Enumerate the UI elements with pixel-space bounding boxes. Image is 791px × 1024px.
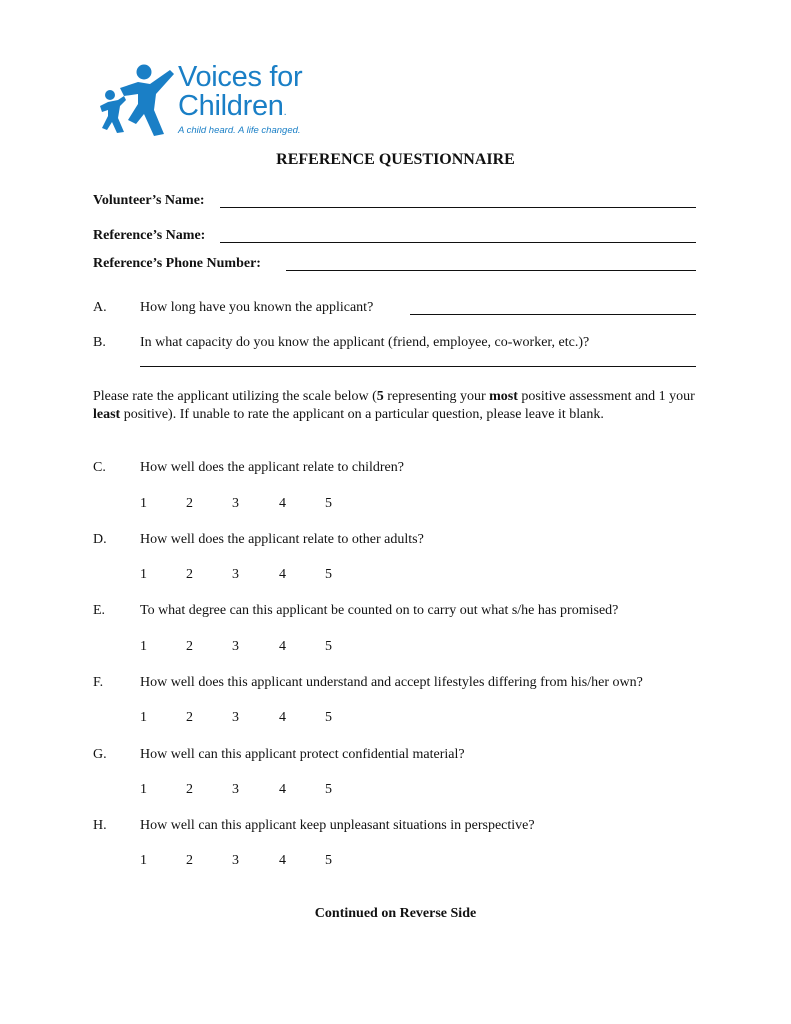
- scale-option[interactable]: 4: [279, 853, 286, 868]
- question-e-scale: [140, 639, 350, 657]
- question-c-letter: C.: [93, 460, 106, 475]
- question-f-text: How well does this applicant understand and accept lifestyles differing from his/her own?: [140, 675, 643, 690]
- scale-option[interactable]: 5: [325, 567, 332, 582]
- question-b-answer-line[interactable]: [140, 366, 696, 367]
- question-d-letter: D.: [93, 532, 107, 547]
- question-h-text: How well can this applicant keep unpleasant situations in perspective?: [140, 818, 535, 833]
- scale-option[interactable]: 2: [186, 782, 193, 797]
- scale-option[interactable]: 5: [325, 853, 332, 868]
- question-d-scale: [140, 567, 350, 585]
- volunteer-name-label: Volunteer’s Name:: [93, 193, 205, 208]
- scale-option[interactable]: 3: [232, 710, 239, 725]
- reference-phone-label: Reference’s Phone Number:: [93, 256, 261, 271]
- reference-phone-line[interactable]: [286, 270, 696, 271]
- scale-option[interactable]: 2: [186, 639, 193, 654]
- question-b-letter: B.: [93, 335, 106, 350]
- reference-name-line[interactable]: [220, 242, 696, 243]
- scale-option[interactable]: 1: [140, 639, 147, 654]
- scale-option[interactable]: 5: [325, 710, 332, 725]
- scale-option[interactable]: 1: [140, 782, 147, 797]
- scale-option[interactable]: 5: [325, 496, 332, 511]
- question-c-text: How well does the applicant relate to children?: [140, 460, 404, 475]
- scale-option[interactable]: 4: [279, 710, 286, 725]
- question-f-scale: [140, 710, 350, 728]
- question-g-text: How well can this applicant protect confidential material?: [140, 747, 465, 762]
- logo-tagline: A child heard. A life changed.: [178, 125, 301, 136]
- question-g-scale: [140, 782, 350, 800]
- question-d-text: How well does the applicant relate to other adults?: [140, 532, 424, 547]
- question-g-letter: G.: [93, 747, 107, 762]
- scale-option[interactable]: 1: [140, 496, 147, 511]
- question-a-text: How long have you known the applicant?: [140, 300, 374, 315]
- question-h-letter: H.: [93, 818, 107, 833]
- page-title: REFERENCE QUESTIONNAIRE: [276, 151, 515, 168]
- question-a-answer-line[interactable]: [410, 314, 696, 315]
- two-figures-logo-icon: [98, 62, 178, 137]
- scale-option[interactable]: 1: [140, 853, 147, 868]
- scale-option[interactable]: 3: [232, 567, 239, 582]
- continued-note: Continued on Reverse Side: [314, 906, 477, 921]
- scale-option[interactable]: 3: [232, 496, 239, 511]
- question-b-text: In what capacity do you know the applicant (friend, employee, co-worker, etc.)?: [140, 335, 590, 350]
- scale-option[interactable]: 2: [186, 567, 193, 582]
- scale-option[interactable]: 2: [186, 853, 193, 868]
- question-e-letter: E.: [93, 603, 106, 618]
- question-h-scale: [140, 853, 350, 871]
- scale-option[interactable]: 4: [279, 496, 286, 511]
- scale-option[interactable]: 5: [325, 782, 332, 797]
- scale-option[interactable]: 3: [232, 639, 239, 654]
- question-f-letter: F.: [93, 675, 104, 690]
- logo-name-line2: Children.: [178, 90, 287, 122]
- scale-option[interactable]: 5: [325, 639, 332, 654]
- scale-option[interactable]: 4: [279, 782, 286, 797]
- question-a-letter: A.: [93, 300, 107, 315]
- rating-instructions: Please rate the applicant utilizing the scale below (5 representing your most positive assessment and 1 your least positive). If unable to rate the applicant on a particular question, please leave it blank.: [93, 389, 695, 422]
- scale-option[interactable]: 4: [279, 639, 286, 654]
- question-e-text: To what degree can this applicant be counted on to carry out what s/he has promised?: [140, 603, 619, 618]
- scale-option[interactable]: 3: [232, 782, 239, 797]
- voices-for-children-logo: [98, 62, 338, 140]
- scale-option[interactable]: 3: [232, 853, 239, 868]
- question-c-scale: [140, 496, 350, 514]
- scale-option[interactable]: 1: [140, 710, 147, 725]
- scale-option[interactable]: 2: [186, 710, 193, 725]
- scale-option[interactable]: 1: [140, 567, 147, 582]
- scale-option[interactable]: 2: [186, 496, 193, 511]
- scale-option[interactable]: 4: [279, 567, 286, 582]
- reference-name-label: Reference’s Name:: [93, 228, 206, 243]
- logo-name-line1: Voices for: [178, 61, 303, 93]
- volunteer-name-line[interactable]: [220, 207, 696, 208]
